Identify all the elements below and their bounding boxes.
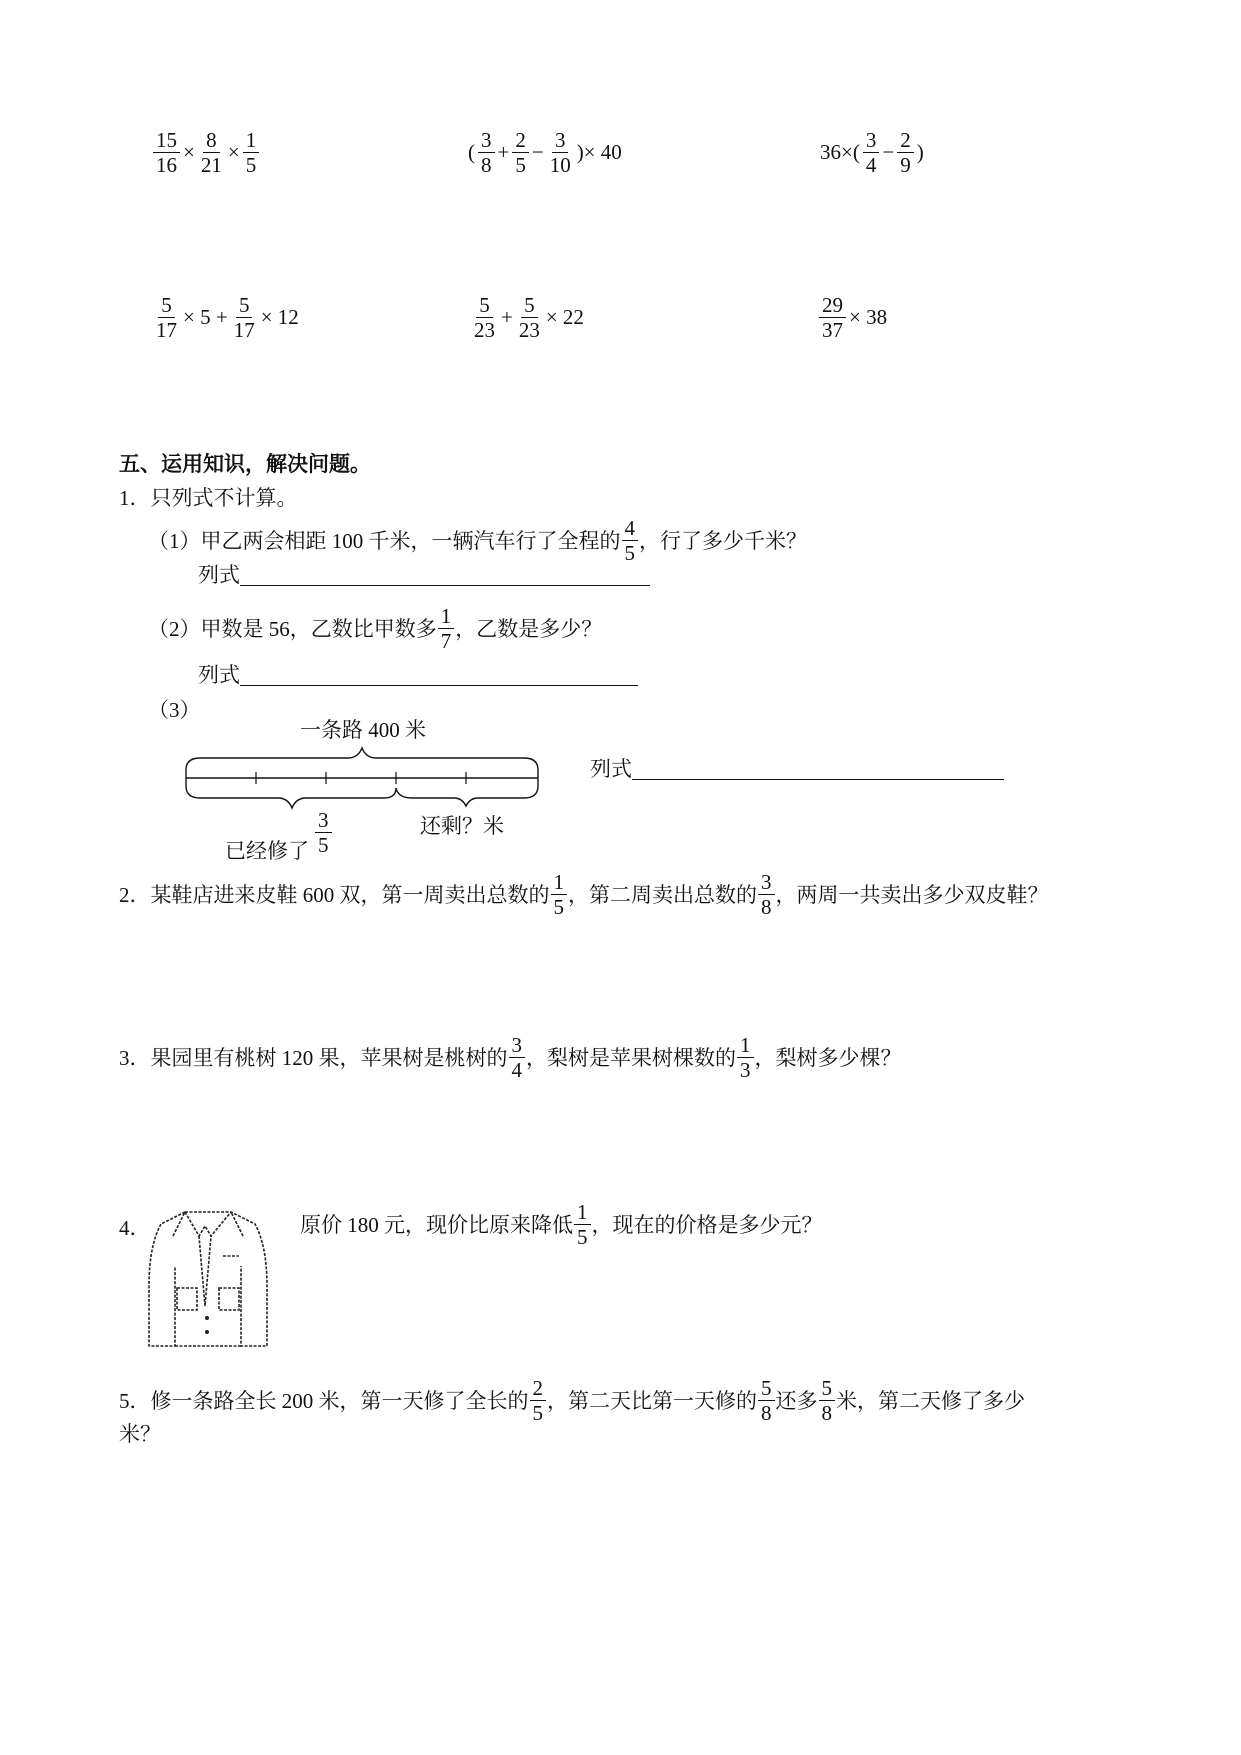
calc-expression-5 <box>470 285 586 349</box>
operator: × <box>227 139 240 164</box>
answer-blank[interactable] <box>240 563 650 586</box>
fraction <box>153 294 180 341</box>
q3-text-c: ，梨树多少棵？ <box>754 1046 902 1070</box>
numerator: 1 <box>574 1201 591 1225</box>
operator: × 22 <box>545 304 584 329</box>
numerator: 5 <box>758 1377 775 1401</box>
numerator: 2 <box>512 129 529 153</box>
diagram-right-label: 还剩？米 <box>420 814 504 838</box>
denominator: 17 <box>156 317 177 342</box>
fraction <box>551 871 568 918</box>
numerator: 3 <box>552 129 569 153</box>
denominator: 8 <box>761 1400 772 1425</box>
numerator: 8 <box>203 129 220 153</box>
q4-number: 4． <box>119 1216 151 1240</box>
fraction <box>198 129 225 176</box>
top-brace <box>186 748 538 770</box>
denominator: 5 <box>245 152 257 177</box>
q1-label: 1．只列式不计算。 <box>119 486 298 510</box>
operator: × 5 + <box>183 304 228 329</box>
numerator: 3 <box>863 129 880 153</box>
q1-sub2-formula <box>198 654 638 694</box>
operator: )× 40 <box>576 139 622 164</box>
fraction <box>478 129 495 176</box>
denominator: 21 <box>200 152 222 177</box>
numerator: 3 <box>478 129 495 153</box>
denominator: 8 <box>821 1400 832 1425</box>
question-2 <box>119 862 1049 926</box>
operator: × 38 <box>849 304 888 329</box>
q3-text-b: ，梨树是苹果树棵数的 <box>526 1046 736 1070</box>
denominator: 3 <box>740 1057 751 1082</box>
q2-text-b: ，第二周卖出总数的 <box>568 883 757 907</box>
q1-sub1-text-b: ，行了多少千米？ <box>639 529 807 553</box>
numerator: 5 <box>521 294 538 318</box>
q2-text-a: 2．某鞋店进来皮鞋 600 双，第一周卖出总数的 <box>119 883 550 907</box>
fraction <box>758 871 775 918</box>
fraction <box>243 129 260 176</box>
numerator: 29 <box>819 294 846 318</box>
operator: ( <box>468 139 475 164</box>
q5-text-a: 5．修一条路全长 200 米，第一天修了全长的 <box>119 1389 529 1413</box>
denominator: 5 <box>515 152 526 177</box>
q5-text-b: ，第二天比第一天修的 <box>547 1389 757 1413</box>
fraction <box>231 294 258 341</box>
bottom-right-brace <box>396 786 538 806</box>
denominator: 8 <box>481 152 492 177</box>
section-title: 五、运用知识，解决问题。 <box>119 452 371 476</box>
denominator: 5 <box>532 1400 543 1425</box>
q1-sub1-text-a: （1）甲乙两会相距 100 千米，一辆汽车行了全程的 <box>148 529 621 553</box>
question-3 <box>119 1025 902 1089</box>
q1-sub2 <box>148 596 602 660</box>
fraction <box>819 294 846 341</box>
numerator: 1 <box>551 871 568 895</box>
operator: + <box>501 304 513 329</box>
fraction <box>315 809 332 856</box>
denominator: 7 <box>440 628 452 653</box>
numerator: 4 <box>622 517 639 541</box>
q5-text-c: 还多 <box>775 1389 818 1413</box>
jacket-icon <box>143 1206 273 1356</box>
fraction <box>737 1034 754 1081</box>
calc-expression-6 <box>818 285 889 349</box>
q5-text-e: 米？ <box>119 1422 161 1446</box>
numerator: 2 <box>530 1377 547 1401</box>
numerator: 3 <box>758 871 775 895</box>
q1-sub2-text-b: ，乙数是多少？ <box>455 617 603 641</box>
numerator: 5 <box>236 294 253 318</box>
formula-label: 列式 <box>198 663 240 687</box>
fraction <box>863 129 880 176</box>
numerator: 1 <box>737 1034 754 1058</box>
denominator: 5 <box>318 832 329 857</box>
numerator: 2 <box>897 129 914 153</box>
fraction <box>758 1377 775 1424</box>
denominator: 4 <box>865 152 877 177</box>
q1-sub3-formula <box>590 748 1004 788</box>
operator: × <box>183 139 195 164</box>
denominator: 23 <box>518 317 540 342</box>
fraction <box>819 1377 836 1424</box>
q4-text-a: 原价 180 元，现价比原来降低 <box>300 1213 573 1237</box>
answer-blank[interactable] <box>632 757 1004 780</box>
formula-label: 列式 <box>590 757 632 781</box>
question-4 <box>300 1192 823 1256</box>
formula-label: 列式 <box>198 563 240 587</box>
fraction <box>512 129 529 176</box>
operator: − <box>882 139 895 164</box>
operator: × 12 <box>260 304 299 329</box>
q1-sub3-label: （3） <box>148 698 201 722</box>
denominator: 9 <box>900 152 911 177</box>
numerator: 5 <box>158 294 175 318</box>
diagram-top-label: 一条路 400 米 <box>300 718 426 742</box>
denominator: 10 <box>549 152 571 177</box>
operator: + <box>497 139 510 164</box>
numerator: 3 <box>509 1034 526 1058</box>
operator: 36×( <box>820 139 860 164</box>
diagram-left-label <box>225 800 333 864</box>
denominator: 17 <box>233 317 255 342</box>
diagram-left-text: 已经修了 <box>225 839 309 863</box>
fraction <box>153 129 180 176</box>
fraction <box>509 1034 526 1081</box>
calc-expression-4 <box>152 285 301 349</box>
denominator: 23 <box>474 317 495 342</box>
denominator: 8 <box>761 894 772 919</box>
numerator: 1 <box>243 129 260 153</box>
denominator: 5 <box>553 894 564 919</box>
fraction <box>574 1201 591 1248</box>
q4-text-b: ，现在的价格是多少元？ <box>591 1213 823 1237</box>
fraction <box>438 605 455 652</box>
denominator: 5 <box>577 1224 588 1249</box>
q1-sub2-text-a: （2）甲数是 56，乙数比甲数多 <box>148 617 437 641</box>
q2-text-c: ，两周一共卖出多少双皮鞋？ <box>775 883 1049 907</box>
numerator: 3 <box>315 809 332 833</box>
denominator: 37 <box>822 317 843 342</box>
fraction <box>471 294 498 341</box>
fraction <box>516 294 543 341</box>
fraction <box>530 1377 547 1424</box>
denominator: 5 <box>624 540 635 565</box>
calc-expression-3 <box>818 120 926 184</box>
fraction <box>547 129 574 176</box>
numerator: 1 <box>438 605 455 629</box>
numerator: 15 <box>153 129 180 153</box>
calc-expression-2 <box>466 120 624 184</box>
operator: ) <box>916 139 924 164</box>
numerator: 5 <box>476 294 493 318</box>
q3-text-a: 3．果园里有桃树 120 果，苹果树是桃树的 <box>119 1046 508 1070</box>
operator: − <box>531 139 544 164</box>
answer-blank[interactable] <box>240 663 638 686</box>
question-5 <box>119 1368 1025 1432</box>
q5-text-d: 米，第二天修了多少 <box>836 1389 1025 1413</box>
numerator: 5 <box>819 1377 836 1401</box>
denominator: 16 <box>156 152 177 177</box>
denominator: 4 <box>511 1057 522 1082</box>
calc-expression-1 <box>152 120 260 184</box>
q1-sub1-formula <box>198 554 650 594</box>
fraction <box>897 129 914 176</box>
